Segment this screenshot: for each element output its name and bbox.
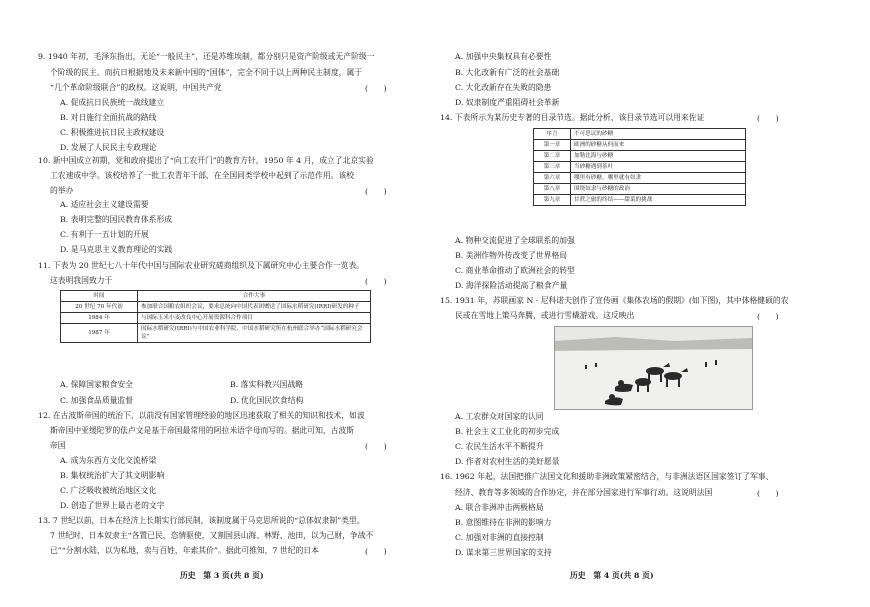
table-cell: 当砂糖遇到茶叶 (571, 162, 746, 173)
table-cell: 20 世纪 70 年代初 (61, 302, 138, 313)
q13-option-d[interactable]: D. 奴隶制度严重阻碍社会革新 (455, 98, 560, 107)
q16-option-a[interactable]: A. 联合非洲冲击两极格局 (455, 503, 544, 512)
q9-stem-line-3: “几个革命阶级联合”的政权。这说明，中国共产党 (50, 83, 222, 92)
q14-contents-table (533, 128, 746, 206)
q16-option-c[interactable]: C. 加强对非洲的直接控制 (455, 533, 544, 542)
q10-stem-line-3: 的举办 (50, 186, 74, 195)
q14-option-c[interactable]: C. 商业革命推动了欧洲社会的转型 (455, 266, 575, 275)
q15-answer-paren[interactable]: ( ) (757, 312, 779, 321)
q9-stem-line-2: 个阶级的民主。而抗日根据地及未来新中国的“国体”，完全不同于以上两种民主制度，属于 (50, 68, 363, 77)
q12-stem-line-3: 帝国 (50, 441, 66, 450)
table-row (61, 324, 371, 343)
q11-cooperation-table (60, 290, 371, 343)
table-row (534, 184, 746, 195)
q13-answer-paren[interactable]: ( ) (365, 547, 387, 556)
collective-farm-holiday-painting (554, 326, 753, 410)
q10-answer-paren[interactable]: ( ) (365, 187, 387, 196)
table-row (534, 195, 746, 206)
table-cell: 国际水稻研究(IRRI)与中国农业科学院、中国水稻研究所在杭州联合举办“国际水稻研究会议” (138, 324, 371, 343)
table-cell: 序言 (534, 129, 571, 140)
q16-answer-paren[interactable]: ( ) (757, 489, 779, 498)
q10-option-a[interactable]: A. 适应社会主义建设需要 (60, 200, 149, 209)
table-row (534, 151, 746, 162)
q12-option-b[interactable]: B. 集权统治扩大了其文明影响 (60, 471, 165, 480)
q11-option-a[interactable]: A. 保障国家粮食安全 (60, 380, 133, 389)
table-row (534, 129, 746, 140)
q11-stem-line-1: 11. 下表为 20 世纪七八十年代中国与国际农业研究磋商组织及下属研究中心主要合作一览表。 (38, 261, 365, 270)
q11-answer-paren[interactable]: ( ) (365, 277, 387, 286)
table-row (61, 313, 371, 324)
table-cell: 不可思议的砂糖 (571, 129, 746, 140)
q12-option-c[interactable]: C. 广泛吸收被统治地区文化 (60, 486, 157, 495)
table-cell: 围绕奴隶与砂糖的政治 (571, 184, 746, 195)
table-cell: 与国际玉米小麦改良中心开展资源科合作项目 (138, 313, 371, 324)
q14-stem: 14. 下表所示为某历史专著的目录节选。据此分析，该目录节选可以用来佐证 (440, 113, 705, 122)
table-header-cell: 合作大事 (138, 291, 371, 302)
q9-answer-paren[interactable]: ( ) (365, 84, 387, 93)
q12-option-a[interactable]: A. 成为东西方文化交流桥梁 (60, 456, 157, 465)
table-cell: 第一章 (534, 140, 571, 151)
q10-option-d[interactable]: D. 是马克思主义教育理论的实践 (60, 245, 173, 254)
table-row (534, 173, 746, 184)
q16-stem-line-1: 16. 1962 年起，法国把推广法国文化和援助非洲政策紧密结合，与非洲法语区国家签订了军事、 (440, 472, 774, 481)
q14-option-d[interactable]: D. 海洋探险活动提高了粮食产量 (455, 281, 568, 290)
table-row (534, 140, 746, 151)
table-row (61, 302, 371, 313)
q14-answer-paren[interactable]: ( ) (757, 114, 779, 123)
q9-option-a[interactable]: A. 促成抗日民族统一战线建立 (60, 98, 165, 107)
q13-stem-line-3: 已”“分割水陆，以为私地，卖与百姓，年索其价”。据此可推知，7 世纪的日本 (50, 546, 319, 555)
q16-option-b[interactable]: B. 意图维持在非洲的影响力 (455, 518, 552, 527)
table-cell: 第八章 (534, 184, 571, 195)
q13-stem-line-1: 13. 7 世纪以前，日本在经济上长期实行部民制，该制度属于马克思所说的“总体奴隶制”类型。 (38, 516, 365, 525)
table-cell: 第三章 (534, 162, 571, 173)
q13-option-a[interactable]: A. 加强中央集权具有必要性 (455, 52, 552, 61)
painting-image (555, 327, 752, 409)
q9-option-d[interactable]: D. 发展了人民民主专政理论 (60, 143, 157, 152)
table-cell: 哪里有砂糖，哪里就有奴隶 (571, 173, 746, 184)
table-cell: 1984 年 (61, 313, 138, 324)
q13-stem-line-2: 7 世纪时，日本奴隶主“各置已民，恣情驱使，又割国县山海、林野、池田，以为己财，争战不 (50, 531, 374, 540)
q9-option-c[interactable]: C. 积极推进抗日民主政权建设 (60, 128, 165, 137)
table-cell: 甘蔗之旅的终结——甜菜的挑战 (571, 195, 746, 206)
table-cell: 加勒比海与砂糖 (571, 151, 746, 162)
q14-option-a[interactable]: A. 物种交流促进了全球联系的加强 (455, 236, 575, 245)
q10-stem-line-1: 10. 新中国成立初期，党和政府提出了“向工农开门”的教育方针，1950 年 4 月，成立了北京实验 (38, 156, 374, 165)
page-footer-left: 历史 第 3 页(共 8 页) (180, 571, 264, 580)
q15-option-b[interactable]: B. 社会主义工业化的初步完成 (455, 427, 560, 436)
table-header-cell: 时间 (61, 291, 138, 302)
q16-stem-line-2: 经济、教育等多领域的合作协定，并在部分国家进行军事行动。这说明法国 (455, 488, 713, 497)
q10-stem-line-2: 工农速成中学。该校培养了一批工农青年干部，在全国同类学校中起到了示范作用。该校 (50, 171, 355, 180)
q12-stem-line-1: 12. 在古波斯帝国的统治下，以前没有国家管理经验的地区迅速获取了相关的知识和技术，如波 (38, 411, 365, 420)
q10-option-c[interactable]: C. 有利于一五计划的开展 (60, 230, 149, 239)
q12-stem-line-2: 斯帝国中亚缓陀罗的佉卢文是基于帝国最常用的阿拉米语字母而写的。据此可知，古波斯 (50, 426, 355, 435)
q14-option-b[interactable]: B. 美洲作物外传改变了世界格局 (455, 251, 568, 260)
table-cell: 参加联合国粮农组织会议，要求总统向中国代表团赠送了国际水稻研究(IRRI)研发的种子 (138, 302, 371, 313)
q12-option-d[interactable]: D. 创造了世界上最古老的文字 (60, 501, 165, 510)
q15-option-d[interactable]: D. 作者对农村生活的美好愿景 (455, 457, 560, 466)
page-footer-right: 历史 第 4 页(共 8 页) (570, 571, 654, 580)
q15-option-a[interactable]: A. 工农群众对国家的认同 (455, 412, 544, 421)
q9-stem-line-1: 9. 1940 年初，毛泽东指出，无论“一般民主”，还是苏维埃制，都分别只是资产阶级或无产阶级一 (38, 52, 375, 61)
q16-option-d[interactable]: D. 谋求第三世界国家的支持 (455, 548, 552, 557)
table-cell: 欧洲的砂糖从何而来 (571, 140, 746, 151)
table-cell: 第二章 (534, 151, 571, 162)
table-row (534, 162, 746, 173)
q15-stem-line-1: 15. 1931 年，苏联画家 N · 尼科诺夫创作了宣传画《集体农场的假期》(如下图)，其中体格健硕的农 (440, 296, 789, 305)
q11-option-d[interactable]: D. 优化国民饮食结构 (230, 396, 304, 405)
q12-answer-paren[interactable]: ( ) (365, 442, 387, 451)
q15-stem-line-2: 民或在雪地上策马奔腾，或进行雪橇游戏。这反映出 (455, 311, 635, 320)
q11-option-c[interactable]: C. 加强食品质量监督 (60, 396, 134, 405)
table-header-row (61, 291, 371, 302)
q11-option-b[interactable]: B. 落实科教兴国战略 (230, 380, 304, 389)
q9-option-b[interactable]: B. 对日施行全面抗战的路线 (60, 113, 157, 122)
q11-stem-line-2: 这表明我国致力于 (50, 276, 113, 285)
q15-option-c[interactable]: C. 农民生活水平不断提升 (455, 442, 544, 451)
table-cell: 1987 年 (61, 324, 138, 343)
q10-option-b[interactable]: B. 表明完整的国民教育体系形成 (60, 215, 173, 224)
q13-option-b[interactable]: B. 大化改新有广泛的社会基础 (455, 68, 560, 77)
table-cell: 第九章 (534, 195, 571, 206)
q13-option-c[interactable]: C. 大化改新存在失败的隐患 (455, 83, 552, 92)
table-cell: 第六章 (534, 173, 571, 184)
